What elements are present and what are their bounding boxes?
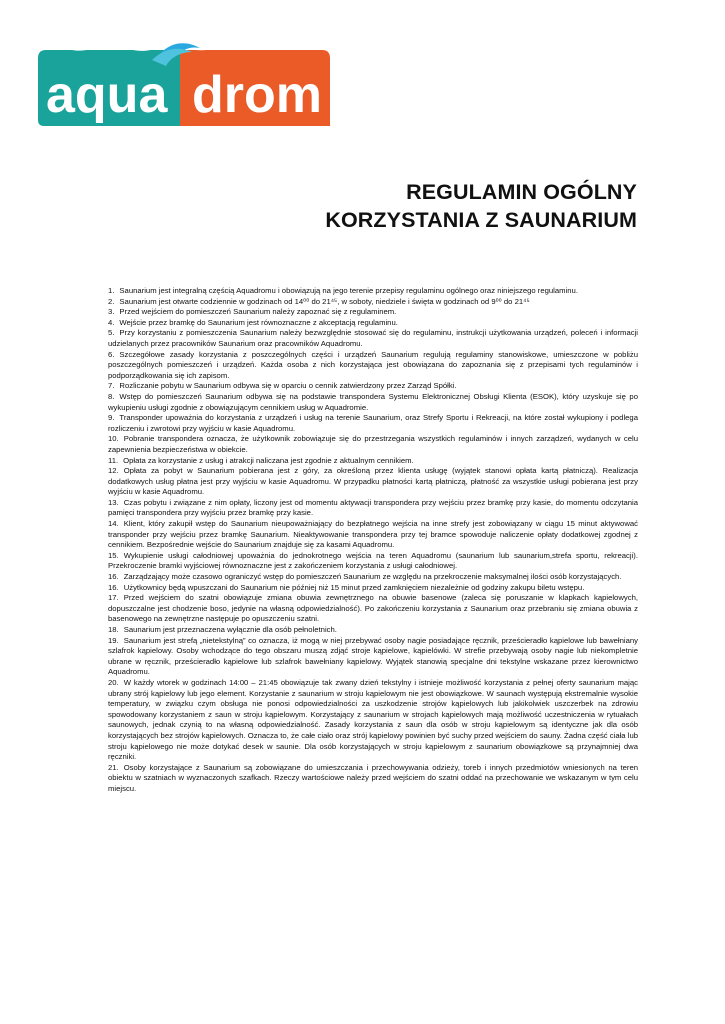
- rule-text: Saunarium jest integralną częścią Aquadromu i obowiązują na jego terenie przepisy regulaminu ogólnego oraz niniejszego regulaminu.: [119, 286, 578, 295]
- rule-item: [108, 434, 638, 455]
- rule-item: [108, 466, 638, 498]
- rule-text: Saunarium jest przeznaczena wyłącznie dla osób pełnoletnich.: [123, 625, 337, 634]
- rule-number: 16.: [108, 582, 119, 592]
- rule-item: [108, 413, 638, 434]
- rule-text: Opłata za pobyt w Saunarium pobierana jest z góry, za określoną przez klienta usługę (wyjątek stanowi opłata kartą płatniczą). Realizacja dodatkowych usług płatna jest przy wyjściu w kasie Aquadromu. W przypadku płatności kartą płatniczą, płatność za wszystkie usługi pobierana jest przy wyjściu w kasie Aquadromu.: [108, 466, 638, 497]
- rule-text: Przed wejściem do szatni obowiązuje zmiana obuwia zewnętrznego na obuwie basenowe (zaleca się poruszanie w klapkach kąpielowych, dopuszczalne jest chodzenie boso, jedynie na własną odpowiedzialność). Po zakończeniu korzystania z Saunarium oraz przebraniu się zmiana obuwia z basenowego na zewnętrzne następuje po opuszczeniu szatni.: [108, 593, 638, 624]
- aquadrom-logo: [30, 36, 335, 132]
- rule-text: Klient, który zakupił wstęp do Saunarium nieupoważniający do bezpłatnego wejścia na inne strefy jest zobowiązany w ciągu 15 minut aktywować transponder przy wejściu przez bramkę Saunarium. Nieaktywowanie transpondera przy tej bramce spowoduje naliczenie opłaty dodatkowej zgodnej z cennikiem. Bezpośrednie wejście do Saunarium znajduje się za kasami Aquadromu.: [108, 519, 638, 550]
- rule-item: [108, 286, 638, 297]
- rule-item: [108, 328, 638, 349]
- rule-text: Transponder upoważnia do korzystania z urządzeń i usług na terenie Saunarium, oraz Strefy Sportu i Rekreacji, na które został wykupiony i podlega rozliczeniu i zwrotowi przy wyjściu w kasie Aquadromu.: [108, 413, 638, 433]
- rule-item: [108, 636, 638, 678]
- rules-list: [108, 286, 638, 795]
- rule-number: 5.: [108, 328, 115, 338]
- logo-text-drom: drom: [192, 66, 322, 124]
- rule-number: 12.: [108, 466, 119, 476]
- rule-item: [108, 392, 638, 413]
- rule-text: Przed wejściem do pomieszczeń Saunarium należy zapoznać się z regulaminem.: [119, 307, 397, 317]
- rule-text: Saunarium jest strefą „nietekstylną” co oznacza, iż mogą w niej przebywać osoby nagie posiadające ręcznik, prześcieradło kąpielowe lub bawełniany szlafrok kąpielowy. Osoby wchodzące do tego obszaru muszą zdjąć stroje kąpielowe, kąpielówki. W strefie przebywają osoby nagie lub niekompletnie ubrane w ręcznik, prześcieradło kąpielowe lub szlafrok bawełniany kąpielowy. Wyjątek stanowią specjalne dni tekstylne wskazane przez kierownictwo Aquadromu.: [108, 635, 638, 677]
- rule-number: 20.: [108, 677, 119, 687]
- rule-item: [108, 350, 638, 382]
- title-line-2: KORZYSTANIA Z SAUNARIUM: [325, 208, 637, 232]
- rule-number: 6.: [108, 349, 115, 359]
- rule-number: 2.: [108, 296, 115, 306]
- rule-number: 13.: [108, 497, 119, 507]
- rule-item: [108, 381, 638, 392]
- rule-item: [108, 456, 638, 467]
- rule-item: [108, 519, 638, 551]
- rule-text: Szczegółowe zasady korzystania z poszczególnych części i urządzeń Saunarium regulują regulaminy stanowiskowe, umieszczone w pobliżu poszczególnych pomieszczeń i urządzeń. Każda osoba z nich korzystająca jest obowiązana do zapoznania się z przepisami tych regulaminów i podporządkowania się ich zapisom.: [108, 349, 638, 380]
- rule-text: Wejście przez bramkę do Saunarium jest równoznaczne z akceptacją regulaminu.: [119, 317, 398, 327]
- rule-text: Osoby korzystające z Saunarium są zobowiązane do umieszczania i przechowywania odzieży, toreb i innych przedmiotów wniesionych na teren obiektu w szatniach w wyznaczonych szafkach. Rzeczy wartościowe należy przed wejściem do szatni oddać na przechowanie we wskazanym w tym celu miejscu.: [108, 762, 638, 793]
- rule-number: 17.: [108, 593, 119, 603]
- rule-text: Przy korzystaniu z pomieszczenia Saunarium należy bezwzględnie stosować się do regulaminu, instrukcji użytkowania urządzeń, poleceń i informacji udzielanych przez pracowników Saunarium oraz pracowników Aquadromu.: [108, 328, 638, 348]
- rule-item: [108, 678, 638, 763]
- rule-item: [108, 583, 638, 594]
- rule-number: 10.: [108, 434, 119, 444]
- rule-item: [108, 307, 638, 318]
- rule-item: [108, 593, 638, 625]
- rule-item: [108, 498, 638, 519]
- rule-number: 21.: [108, 762, 119, 772]
- rule-text: Użytkownicy będą wpuszczani do Saunarium nie później niż 15 minut przed zamknięciem niezależnie od godziny zakupu biletu wstępu.: [123, 582, 585, 592]
- rule-text: Wstęp do pomieszczeń Saunarium odbywa się na podstawie transpondera Systemu Elektronicznej Obsługi Klienta (ESOK), który uzyskuje się po wykupieniu usługi zgodnie z obowiązującym cennikiem usług w Aquadromie.: [108, 391, 638, 412]
- rule-item: [108, 625, 638, 636]
- rule-text: Pobranie transpondera oznacza, że użytkownik zobowiązuje się do przestrzegania wszystkich regulaminów i innych zarządzeń, wydanych w celu zapewnienia bezpieczeństwa w obiekcie.: [108, 434, 638, 454]
- title-line-1: REGULAMIN OGÓLNY: [406, 180, 637, 204]
- rule-text: Rozliczanie pobytu w Saunarium odbywa się w oparciu o cennik zatwierdzony przez Zarząd Spółki.: [119, 381, 457, 391]
- logo-text-aqua: aqua: [46, 66, 168, 124]
- rule-item: [108, 297, 638, 308]
- rule-item: [108, 551, 638, 572]
- rule-item: [108, 318, 638, 329]
- rule-number: 7.: [108, 381, 115, 391]
- rule-item: [108, 572, 638, 583]
- rule-number: 16.: [108, 572, 119, 582]
- rule-text: Saunarium jest otwarte codziennie w godzinach od 14⁰⁰ do 21⁴⁵, w soboty, niedziele i święta w godzinach od 9⁰⁰ do 21⁴⁵: [119, 296, 530, 306]
- rule-number: 4.: [108, 317, 115, 327]
- rule-number: 18.: [108, 625, 119, 634]
- rule-number: 8.: [108, 391, 115, 401]
- rule-item: [108, 763, 638, 795]
- rule-text: Czas pobytu i związane z nim opłaty, liczony jest od momentu aktywacji transpondera przy wejściu przez bramkę przy kasie, do momentu odczytania pamięci transpondera przy wyjściu przez bramkę przy kasie.: [108, 497, 638, 518]
- rule-number: 19.: [108, 635, 119, 645]
- rule-number: 15.: [108, 550, 119, 560]
- rule-number: 11.: [108, 455, 119, 465]
- document-title: [325, 178, 637, 234]
- rule-number: 1.: [108, 286, 115, 295]
- rule-number: 9.: [108, 413, 115, 423]
- rule-number: 3.: [108, 307, 115, 317]
- rule-text: Zarządzający może czasowo ograniczyć wstęp do pomieszczeń Saunarium ze względu na przekroczenie maksymalnej ilości osób korzystających.: [123, 572, 622, 582]
- rule-number: 14.: [108, 519, 119, 529]
- rule-text: Wykupienie usługi całodniowej upoważnia do jednokrotnego wejścia na teren Aquadromu (saunarium lub saunarium,strefa sportu, rekreacji). Przekroczenie bramki wyjściowej równoznaczne jest z zakończeniem korzystania z usługi całodniowej.: [108, 550, 638, 571]
- rule-text: W każdy wtorek w godzinach 14:00 – 21:45 obowiązuje tak zwany dzień tekstylny i istnieje możliwość korzystania z pełnej oferty saunarium mając ubrany strój kąpielowy lub jego element. Korzystanie z saunarium w stroju kąpielowym nie jest obowiązkowe. W saunach występują ekstremalnie wysokie temperatury, w związku czym obsługa nie ponosi odpowiedzialności za uszkodzenie strojów kąpielowych lub jakikolwiek uszczerbek na zdrowiu spowodowany korzystaniem z saun w stroju kąpielowym. Korzystający z saunarium w strojach kąpielowych mają możliwość uczestniczenia w rytuałach saunowych, jednak czynią to na własną odpowiedzialność. Zasady korzystania z saun dla osób w stroju kąpielowym są identyczne jak dla osób korzystających bez strojów kąpielowych. Oznacza to, że całe ciało oraz strój kąpielowy powinien być suchy przed wejściem do sauny. Żadna część ciała lub stroju kąpielowego nie może dotykać desek w saunie. Dla osób korzystających w stroju kąpielowym z saunarium obowiązkowe są przynajmniej dwa ręczniki.: [108, 677, 638, 762]
- rule-text: Opłata za korzystanie z usług i atrakcji naliczana jest zgodnie z aktualnym cennikiem.: [123, 455, 414, 465]
